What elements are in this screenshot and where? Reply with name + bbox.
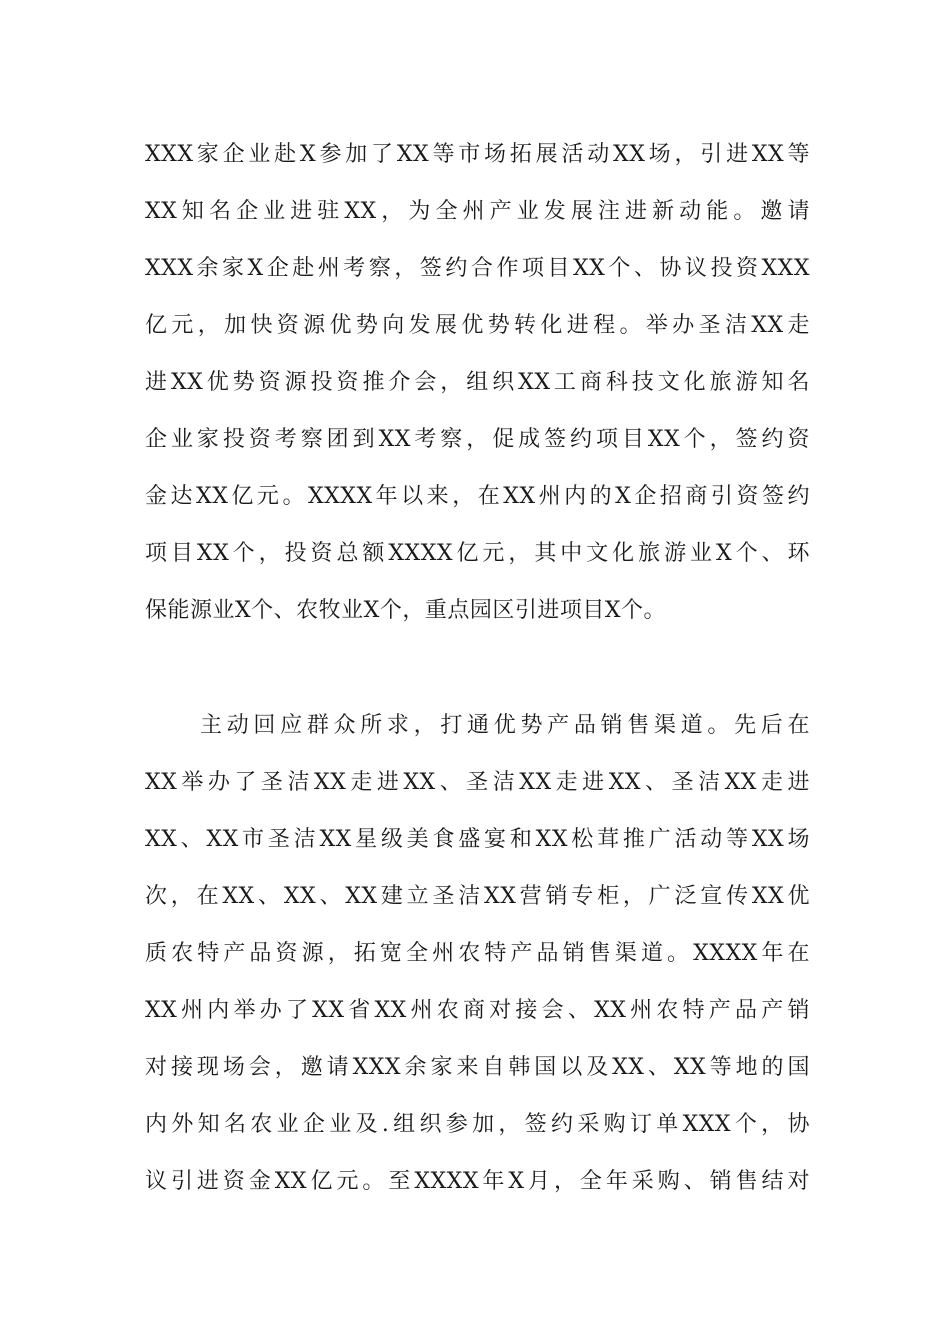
text-line: 内外知名农业企业及.组织参加，签约采购订单XXX个，协	[145, 1112, 810, 1137]
text-line: 议引进资金XX亿元。至XXXX年X月，全年采购、销售结对	[145, 1169, 810, 1194]
text-line: XXX家企业赴X参加了XX等市场拓展活动XX场，引进XX等	[145, 142, 810, 167]
text-line: XX举办了圣洁XX走进XX、圣洁XX走进XX、圣洁XX走进	[145, 770, 810, 795]
paragraph-investment	[145, 126, 810, 639]
text-line: 亿元，加快资源优势向发展优势转化进程。举办圣洁XX走	[145, 313, 810, 338]
text-line: XX、XX市圣洁XX星级美食盛宴和XX松茸推广活动等XX场	[145, 827, 810, 852]
text-line: 次，在XX、XX、XX建立圣洁XX营销专柜，广泛宣传XX优	[145, 884, 810, 909]
text-line: 主动回应群众所求，打通优势产品销售渠道。先后在	[200, 713, 810, 738]
text-line: 质农特产品资源，拓宽全州农特产品销售渠道。XXXX年在	[145, 941, 810, 966]
text-line: XXX余家X企赴州考察，签约合作项目XX个、协议投资XXX	[145, 256, 810, 281]
text-line: 进XX优势资源投资推介会，组织XX工商科技文化旅游知名	[145, 370, 810, 395]
paragraph-sales-channels	[145, 697, 810, 1210]
text-line: 保能源业X个、农牧业X个，重点园区引进项目X个。	[145, 598, 666, 623]
text-line: 金达XX亿元。XXXX年以来，在XX州内的X企招商引资签约	[145, 484, 810, 509]
text-line: XX州内举办了XX省XX州农商对接会、XX州农特产品产销	[145, 998, 810, 1023]
text-line: XX知名企业进驻XX，为全州产业发展注进新动能。邀请	[145, 199, 810, 224]
text-line: 对接现场会，邀请XXX余家来自韩国以及XX、XX等地的国	[145, 1055, 810, 1080]
text-line: 企业家投资考察团到XX考察，促成签约项目XX个，签约资	[145, 427, 810, 452]
text-line: 项目XX个，投资总额XXXX亿元，其中文化旅游业X个、环	[145, 541, 810, 566]
